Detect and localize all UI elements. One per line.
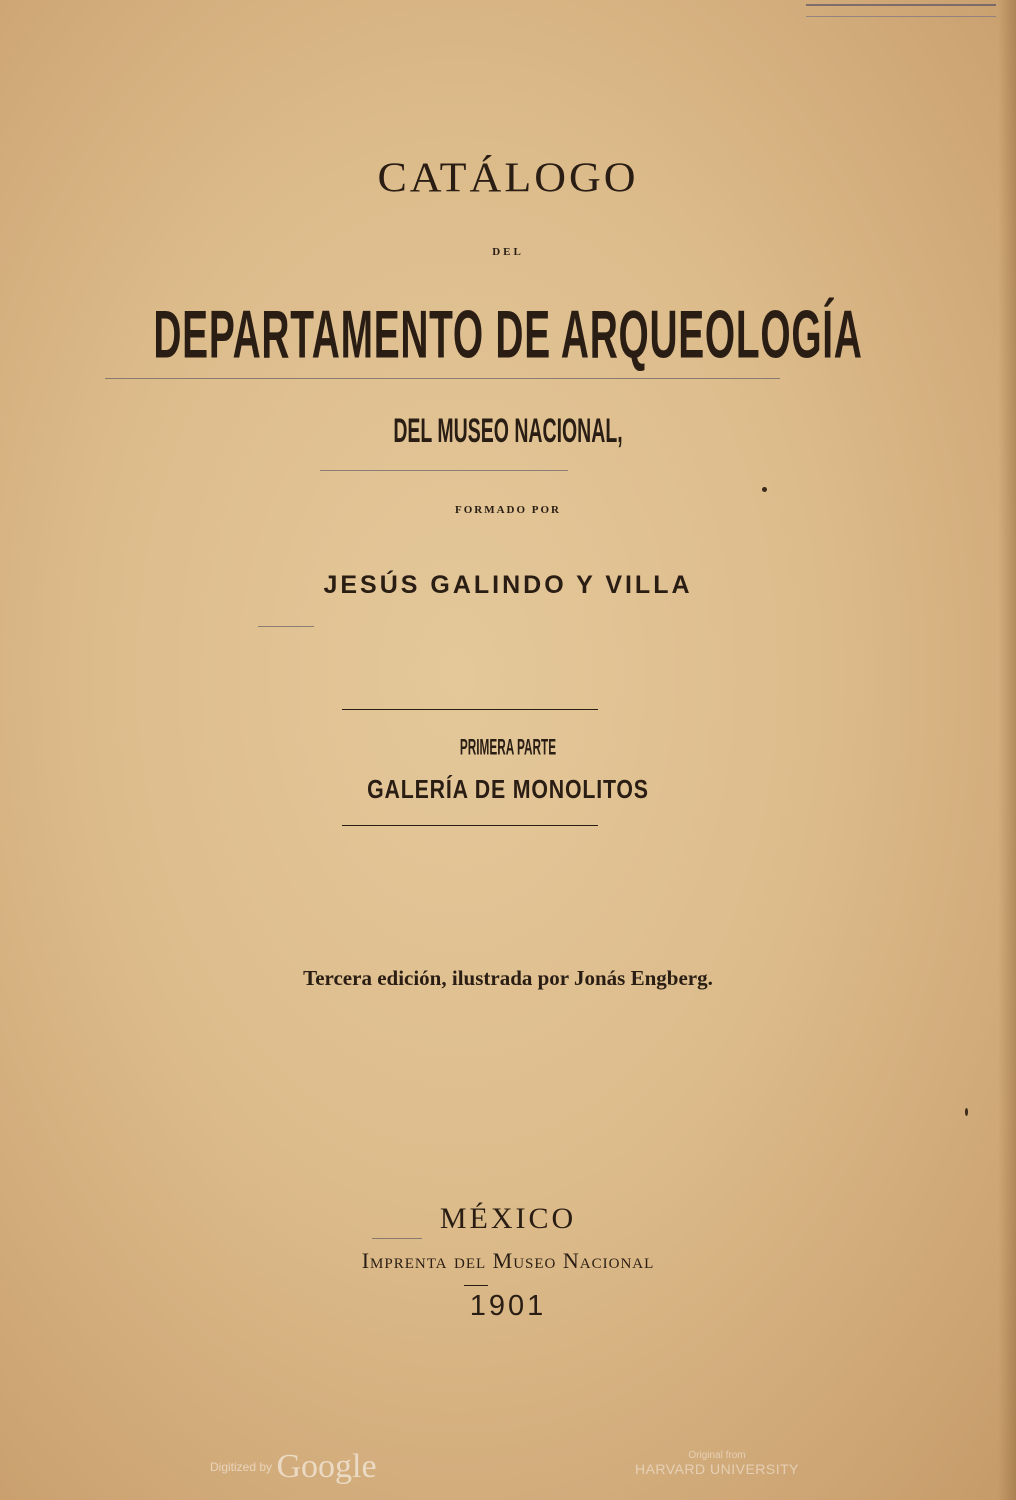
digitized-by-label: Digitized by: [210, 1460, 273, 1474]
harvard-watermark: [632, 1450, 802, 1477]
imprint-printer: Imprenta del Museo Nacional: [361, 1248, 655, 1273]
pencil-mark-author: [258, 626, 314, 627]
original-from-label: Original from: [688, 1450, 746, 1461]
title-departamento: DEPARTAMENTO DE ARQUEOLOGÍA: [153, 297, 863, 373]
ink-speck: [965, 1108, 968, 1116]
imprint-dash: [464, 1285, 488, 1286]
imprint-city: MÉXICO: [439, 1202, 577, 1235]
divider-bottom: [342, 825, 598, 826]
page-edge-shadow: [998, 0, 1016, 1500]
pencil-mark-mexico: [372, 1238, 422, 1239]
edition-note: Tercera edición, ilustrada por Jonás Engberg.: [303, 966, 713, 990]
ink-speck: [762, 487, 767, 492]
title-catalogo: CATÁLOGO: [377, 154, 639, 201]
google-logo: Google: [276, 1448, 377, 1485]
harvard-label: HARVARD UNIVERSITY: [634, 1461, 800, 1477]
imprint-year: 1901: [469, 1290, 547, 1322]
title-museo: DEL MUSEO NACIONAL,: [393, 412, 623, 450]
google-watermark: [210, 1448, 377, 1486]
author-name: JESÚS GALINDO Y VILLA: [323, 571, 693, 599]
section-part: PRIMERA PARTE: [459, 736, 557, 761]
title-del: DEL: [492, 246, 524, 258]
formado-por: FORMADO POR: [454, 504, 561, 516]
pencil-underline-title: [105, 378, 780, 379]
pencil-underline-museo: [320, 470, 568, 471]
pencil-mark-top: [806, 4, 996, 17]
divider-top: [342, 709, 598, 710]
section-name: GALERÍA DE MONOLITOS: [367, 774, 649, 804]
